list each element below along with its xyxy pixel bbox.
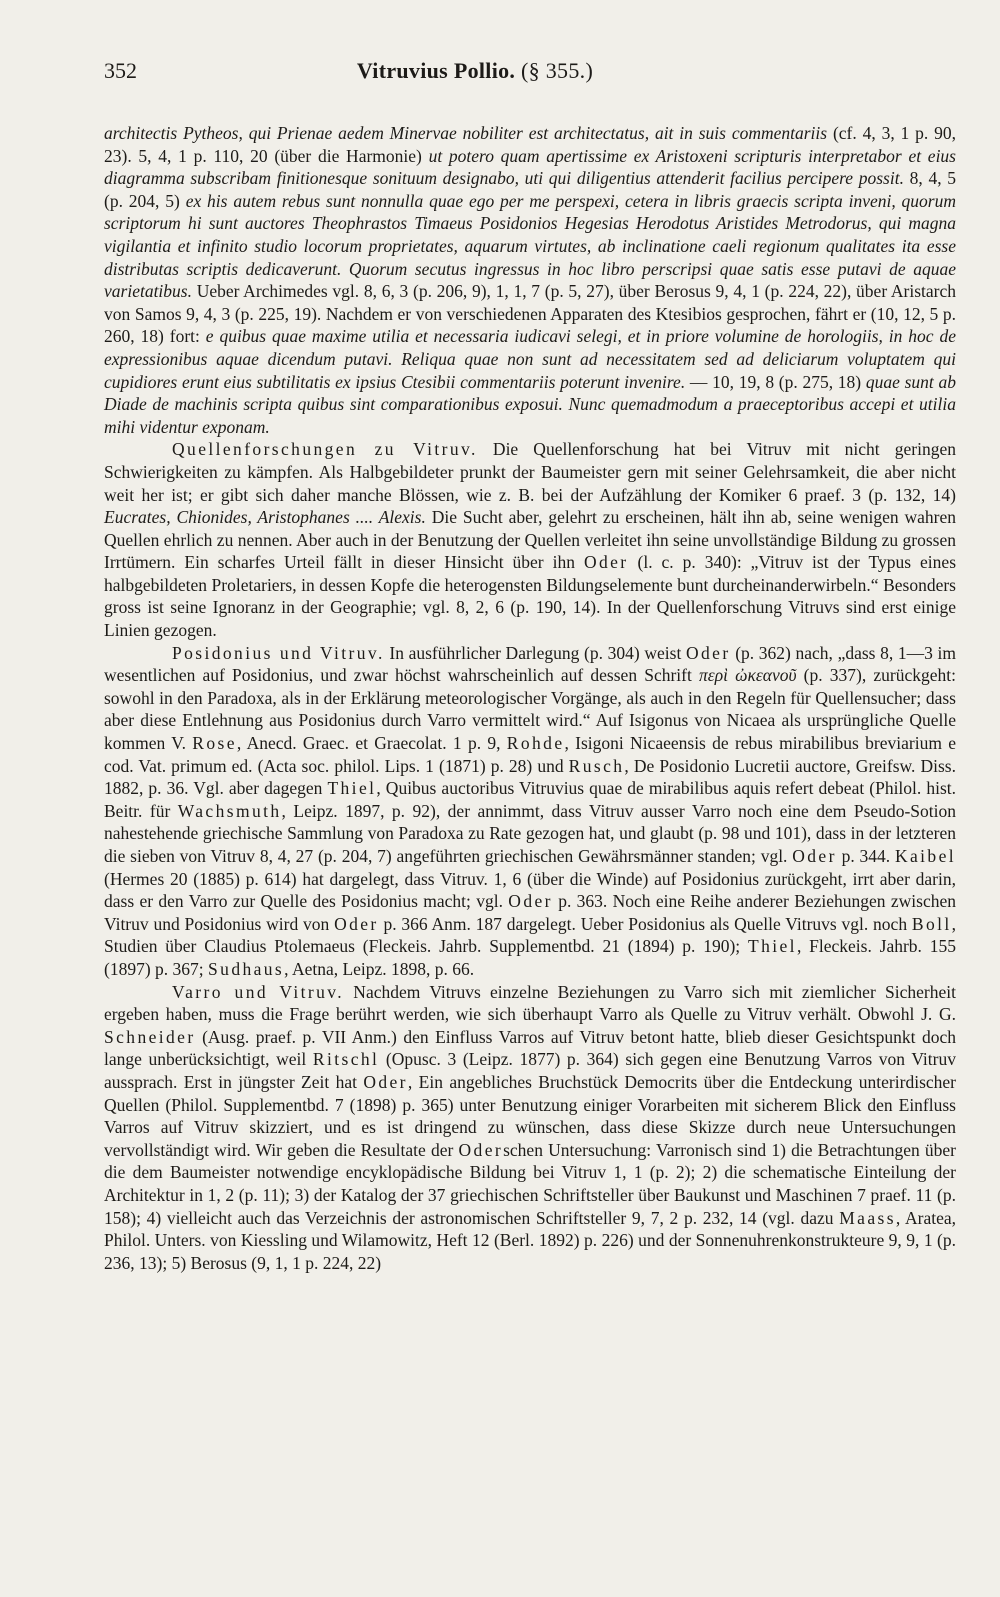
section-heading: Varro und Vitruv. [172, 981, 345, 1002]
paragraph-quotations: architectis Pytheos, qui Prienae aedem Minervae nobiliter est architectatus, ait in suis commentariis (cf. 4, 3, 1 p. 90, 23). 5, 4, 1 p. 110, 20 (über die Harmonie) ut potero quam apertissime ex Aristoxeni scripturis interpretabor et eius diagramma subscribam finitionesque sonituum designabo, uti qui diligentius attenderit facilius percipere possit. 8, 4, 5 (p. 204, 5) ex his autem rebus sunt nonnulla quae ego per me perspexi, cetera in libris graecis scripta inveni, quorum scriptorum hi sunt auctores Theophrastos Timaeus Posidonios Hegesias Herodotus Aristides Metrodorus, qui magna vigilantia et infinito studio locorum proprietates, aquarum virtutes, ab inclinatione caeli regionum qualitates ita esse distributas scriptis dedicaverunt. Quorum secutus ingressus in hoc libro perscripsi quae satis esse putavi de aquae varietatibus. Ueber Archimedes vgl. 8, 6, 3 (p. 206, 9), 1, 1, 7 (p. 5, 27), über Berosus 9, 4, 1 (p. 224, 22), über Aristarch von Samos 9, 4, 3 (p. 225, 19). Nachdem er von verschiedenen Apparaten des Ktesibios gesprochen, fährt er (10, 12, 5 p. 260, 18) fort: e quibus quae maxime utilia et necessaria iudicavi selegi, et in priore volumine de horologiis, in hoc de expressionibus aquae dicendum putavi. Reliqua quae non sunt ad necessitatem sed ad deliciarum voluptatem qui cupidiores erunt eius subtilitatis ex ipsius Ctesibii commentariis poterunt invenire. — 10, 19, 8 (p. 275, 18) quae sunt ab Diade de machinis scripta quibus sint comparationibus exposui. Nunc quemadmodum a praeceptoribus accepi et utilia mihi videntur exponam. [104, 123, 957, 437]
section-heading: Posidonius und Vitruv. [172, 642, 385, 663]
page-body [104, 122, 956, 1274]
paragraph-posidonius: Posidonius und Vitruv. In ausführlicher Darlegung (p. 304) weist Oder (p. 362) nach, „dass 8, 1—3 im wesentlichen auf Posidonius, und zwar höchst wahrscheinlich auf dessen Schrift περὶ ὠκεανοῦ (p. 337), zurückgeht: sowohl in den Paradoxa, als in der Erklärung meteorologischer Vorgänge, als auch in den Regeln für Quellensucher; dass aber diese Entlehnung aus Posidonius durch Varro vermittelt wird.“ Auf Isigonus von Nicaea als ursprüngliche Quelle kommen V. Rose, Anecd. Graec. et Graecolat. 1 p. 9, Rohde, Isigoni Nicaeensis de rebus mirabilibus breviarium e cod. Vat. primum ed. (Acta soc. philol. Lips. 1 (1871) p. 28) und Rusch, De Posidonio Lucretii auctore, Greifsw. Diss. 1882, p. 36. Vgl. aber dagegen Thiel, Quibus auctoribus Vitruvius quae de mirabilibus aquis refert debeat (Philol. hist. Beitr. für Wachsmuth, Leipz. 1897, p. 92), der annimmt, dass Vitruv ausser Varro noch eine dem Pseudo-Sotion nahestehende griechische Sammlung von Paradoxa zu Rate gezogen hat, und glaubt (p. 98 und 101), dass in der letzteren die sieben von Vitruv 8, 4, 27 (p. 204, 7) angeführten griechischen Gewährsmänner standen; vgl. Oder p. 344. Kaibel (Hermes 20 (1885) p. 614) hat dargelegt, dass Vitruv. 1, 6 (über die Winde) auf Posidonius zurückgeht, irrt aber darin, dass er den Varro zur Quelle des Posidonius macht; vgl. Oder p. 363. Noch eine Reihe anderer Beziehungen zwischen Vitruv und Posidonius wird von Oder p. 366 Anm. 187 dargelegt. Ueber Posidonius als Quelle Vitruvs vgl. noch Boll, Studien über Claudius Ptolemaeus (Fleckeis. Jahrb. Supplementbd. 21 (1894) p. 190); Thiel, Fleckeis. Jahrb. 155 (1897) p. 367; Sudhaus, Aetna, Leipz. 1898, p. 66. [104, 642, 957, 979]
running-head [184, 58, 956, 84]
paragraph-quellenforschungen: Quellenforschungen zu Vitruv. Die Quellenforschung hat bei Vitruv mit nicht geringen Schwierigkeiten zu kämpfen. Als Halbgebildeter prunkt der Baumeister gern mit seiner Gelehrsamkeit, die aber nicht weit her ist; er gibt sich daher manche Blössen, wie z. B. bei der Aufzählung der Komiker 6 praef. 3 (p. 132, 14) Eucrates, Chionides, Aristophanes .... Alexis. Die Sucht aber, gelehrt zu erscheinen, hält ihn ab, seine wenigen wahren Quellen ehrlich zu nennen. Aber auch in der Benutzung der Quellen verleitet ihn seine unvollständige Bildung zu grossen Irrtümern. Ein scharfes Urteil fällt in dieser Hinsicht über ihn Oder (l. c. p. 340): „Vitruv ist der Typus eines halbgebildeten Proletariers, in dessen Kopfe die heterogensten Bildungselemente bunt durcheinanderwirbeln.“ Besonders gross ist seine Ignoranz in der Geographie; vgl. 8, 2, 6 (p. 190, 14). In der Quellenforschung Vitruvs sind erst einige Linien gezogen. [104, 439, 957, 641]
page-number: 352 [104, 58, 137, 83]
section-ref: (§ 355.) [521, 58, 594, 83]
running-head-title: Vitruvius Pollio. [356, 58, 516, 83]
page-header [104, 58, 956, 84]
paragraph-varro: Varro und Vitruv. Nachdem Vitruvs einzelne Beziehungen zu Varro sich mit ziemlicher Sicherheit ergeben haben, muss die Frage berührt werden, wie sich überhaupt Varro als Quelle zu Vitruv verhält. Obwohl J. G. Schneider (Ausg. praef. p. VII Anm.) den Einfluss Varros auf Vitruv betont hatte, blieb dieser Gesichtspunkt doch lange unberücksichtigt, weil Ritschl (Opusc. 3 (Leipz. 1877) p. 364) sich gegen eine Benutzung Varros von Vitruv aussprach. Erst in jüngster Zeit hat Oder, Ein angebliches Bruchstück Democrits über die Entdeckung unterirdischer Quellen (Philol. Supplementbd. 7 (1898) p. 365) unter Benutzung einiger Vorarbeiten mit sicherem Blick den Einfluss Varros auf Vitruv skizziert, und es ist dringend zu wünschen, dass diese Skizze durch neue Untersuchungen vervollständigt wird. Wir geben die Resultate der Oderschen Untersuchung: Varronisch sind 1) die Betrachtungen über die dem Baumeister notwendige encyklopädische Bildung bei Vitruv 1, 1 (p. 2); 2) die schematische Einteilung der Architektur in 1, 2 (p. 11); 3) der Katalog der 37 griechischen Schriftsteller über Baukunst und Maschinen 7 praef. 11 (p. 158); 4) vielleicht auch das Verzeichnis der astronomischen Schriftsteller 9, 7, 2 p. 232, 14 (vgl. dazu Maass, Aratea, Philol. Unters. von Kiessling und Wilamowitz, Heft 12 (Berl. 1892) p. 226) und der Sonnenuhrenkonstrukteure 9, 9, 1 (p. 236, 13); 5) Berosus (9, 1, 1 p. 224, 22) [104, 981, 956, 1273]
section-heading: Quellenforschungen zu Vitruv. [172, 439, 478, 460]
